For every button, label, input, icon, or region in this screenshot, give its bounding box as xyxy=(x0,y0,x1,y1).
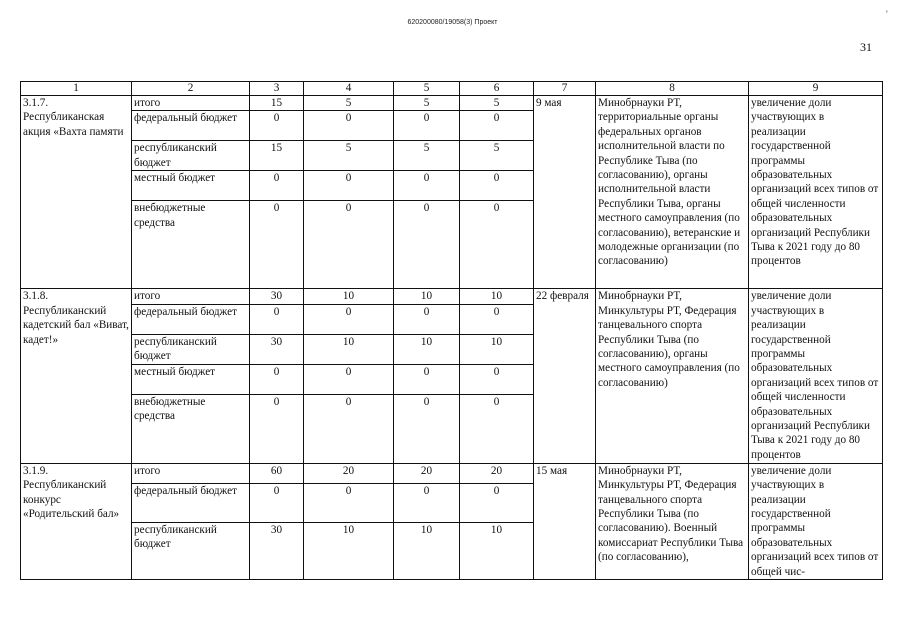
amount-cell: 0 xyxy=(394,171,460,201)
funding-source-cell: республиканский бюджет xyxy=(132,141,250,171)
column-number: 2 xyxy=(132,82,250,96)
executors-cell: Минобрнауки РТ, Минкультуры РТ, Федерация танцевального спорта Республики Тыва (по согласованию). Военный комиссариат Республики Тыва (по согласованию), xyxy=(596,463,749,579)
funding-source-cell: внебюджетные средства xyxy=(132,201,250,289)
column-number: 3 xyxy=(250,82,304,96)
funding-source-cell: федеральный бюджет xyxy=(132,483,250,522)
amount-cell: 30 xyxy=(250,522,304,579)
event-name-cell: 3.1.8. Республиканский кадетский бал «Виват, кадет!» xyxy=(21,289,132,463)
column-number: 1 xyxy=(21,82,132,96)
document-id: 620200080/19058(3) Проект xyxy=(407,19,498,26)
amount-cell: 30 xyxy=(250,334,304,364)
event-name-cell: 3.1.7. Республиканская акция «Вахта памяти xyxy=(21,96,132,289)
executors-cell: Минобрнауки РТ, Минкультуры РТ, Федерация танцевального спорта Республики Тыва (по согласованию), органы местного самоуправления (по согласованию) xyxy=(596,289,749,463)
amount-cell: 10 xyxy=(394,289,460,304)
event-name-cell: 3.1.9. Республиканский конкурс «Родительский бал» xyxy=(21,463,132,579)
amount-cell: 10 xyxy=(304,334,394,364)
amount-cell: 0 xyxy=(304,171,394,201)
date-cell: 15 мая xyxy=(534,463,596,579)
amount-cell: 10 xyxy=(460,289,534,304)
amount-cell: 30 xyxy=(250,289,304,304)
funding-source-cell: федеральный бюджет xyxy=(132,111,250,141)
amount-cell: 0 xyxy=(394,483,460,522)
amount-cell: 0 xyxy=(460,483,534,522)
amount-cell: 0 xyxy=(460,394,534,463)
column-number: 8 xyxy=(596,82,749,96)
funding-source-cell: местный бюджет xyxy=(132,364,250,394)
amount-cell: 0 xyxy=(394,364,460,394)
amount-cell: 0 xyxy=(460,171,534,201)
amount-cell: 10 xyxy=(394,522,460,579)
amount-cell: 60 xyxy=(250,463,304,483)
table-body xyxy=(21,82,883,580)
amount-cell: 10 xyxy=(460,522,534,579)
amount-cell: 0 xyxy=(394,111,460,141)
column-number-row xyxy=(21,82,883,96)
amount-cell: 0 xyxy=(250,394,304,463)
program-table-container xyxy=(20,81,883,580)
amount-cell: 15 xyxy=(250,96,304,111)
amount-cell: 0 xyxy=(250,201,304,289)
amount-cell: 0 xyxy=(304,394,394,463)
table-row xyxy=(21,289,883,304)
amount-cell: 20 xyxy=(304,463,394,483)
amount-cell: 0 xyxy=(304,304,394,334)
funding-source-cell: федеральный бюджет xyxy=(132,304,250,334)
amount-cell: 5 xyxy=(304,141,394,171)
amount-cell: 10 xyxy=(394,334,460,364)
expected-result-cell: увеличение доли участвующих в реализации государственной программы образовательных организаций всех типов от общей численности образовательных организаций Республики Тыва к 2021 году до 80 процентов xyxy=(749,289,883,463)
amount-cell: 10 xyxy=(460,334,534,364)
program-table xyxy=(20,81,883,580)
funding-source-cell: внебюджетные средства xyxy=(132,394,250,463)
page-number: 31 xyxy=(860,40,872,54)
amount-cell: 0 xyxy=(250,364,304,394)
date-cell: 9 мая xyxy=(534,96,596,289)
date-cell: 22 февраля xyxy=(534,289,596,463)
amount-cell: 15 xyxy=(250,141,304,171)
funding-source-cell: итого xyxy=(132,289,250,304)
funding-source-cell: республиканский бюджет xyxy=(132,522,250,579)
column-number: 5 xyxy=(394,82,460,96)
amount-cell: 0 xyxy=(460,111,534,141)
amount-cell: 5 xyxy=(304,96,394,111)
amount-cell: 0 xyxy=(250,171,304,201)
funding-source-cell: итого xyxy=(132,463,250,483)
amount-cell: 0 xyxy=(394,394,460,463)
table-row xyxy=(21,96,883,111)
amount-cell: 0 xyxy=(250,111,304,141)
funding-source-cell: местный бюджет xyxy=(132,171,250,201)
funding-source-cell: республиканский бюджет xyxy=(132,334,250,364)
amount-cell: 0 xyxy=(304,483,394,522)
corner-mark: ' xyxy=(886,9,888,19)
column-number: 7 xyxy=(534,82,596,96)
amount-cell: 5 xyxy=(460,96,534,111)
amount-cell: 5 xyxy=(394,141,460,171)
amount-cell: 0 xyxy=(460,304,534,334)
amount-cell: 0 xyxy=(250,483,304,522)
column-number: 9 xyxy=(749,82,883,96)
expected-result-cell: увеличение доли участвующих в реализации государственной программы образовательных организаций всех типов от общей чис- xyxy=(749,463,883,579)
expected-result-cell: увеличение доли участвующих в реализации государственной программы образовательных организаций всех типов от общей численности образовательных организаций Республики Тыва к 2021 году до 80 процентов xyxy=(749,96,883,289)
amount-cell: 20 xyxy=(394,463,460,483)
table-row xyxy=(21,463,883,483)
amount-cell: 0 xyxy=(304,201,394,289)
amount-cell: 20 xyxy=(460,463,534,483)
amount-cell: 0 xyxy=(250,304,304,334)
amount-cell: 5 xyxy=(394,96,460,111)
amount-cell: 0 xyxy=(460,364,534,394)
executors-cell: Минобрнауки РТ, территориальные органы федеральных органов исполнительной власти по Республике Тыва (по согласованию), органы исполнительной власти Республики Тыва, органы местного самоуправления (по согласованию), ветеранские и молодежные организации (по согласованию) xyxy=(596,96,749,289)
amount-cell: 0 xyxy=(394,304,460,334)
column-number: 6 xyxy=(460,82,534,96)
amount-cell: 10 xyxy=(304,289,394,304)
amount-cell: 5 xyxy=(460,141,534,171)
amount-cell: 0 xyxy=(394,201,460,289)
amount-cell: 0 xyxy=(304,364,394,394)
column-number: 4 xyxy=(304,82,394,96)
funding-source-cell: итого xyxy=(132,96,250,111)
amount-cell: 0 xyxy=(304,111,394,141)
amount-cell: 0 xyxy=(460,201,534,289)
amount-cell: 10 xyxy=(304,522,394,579)
